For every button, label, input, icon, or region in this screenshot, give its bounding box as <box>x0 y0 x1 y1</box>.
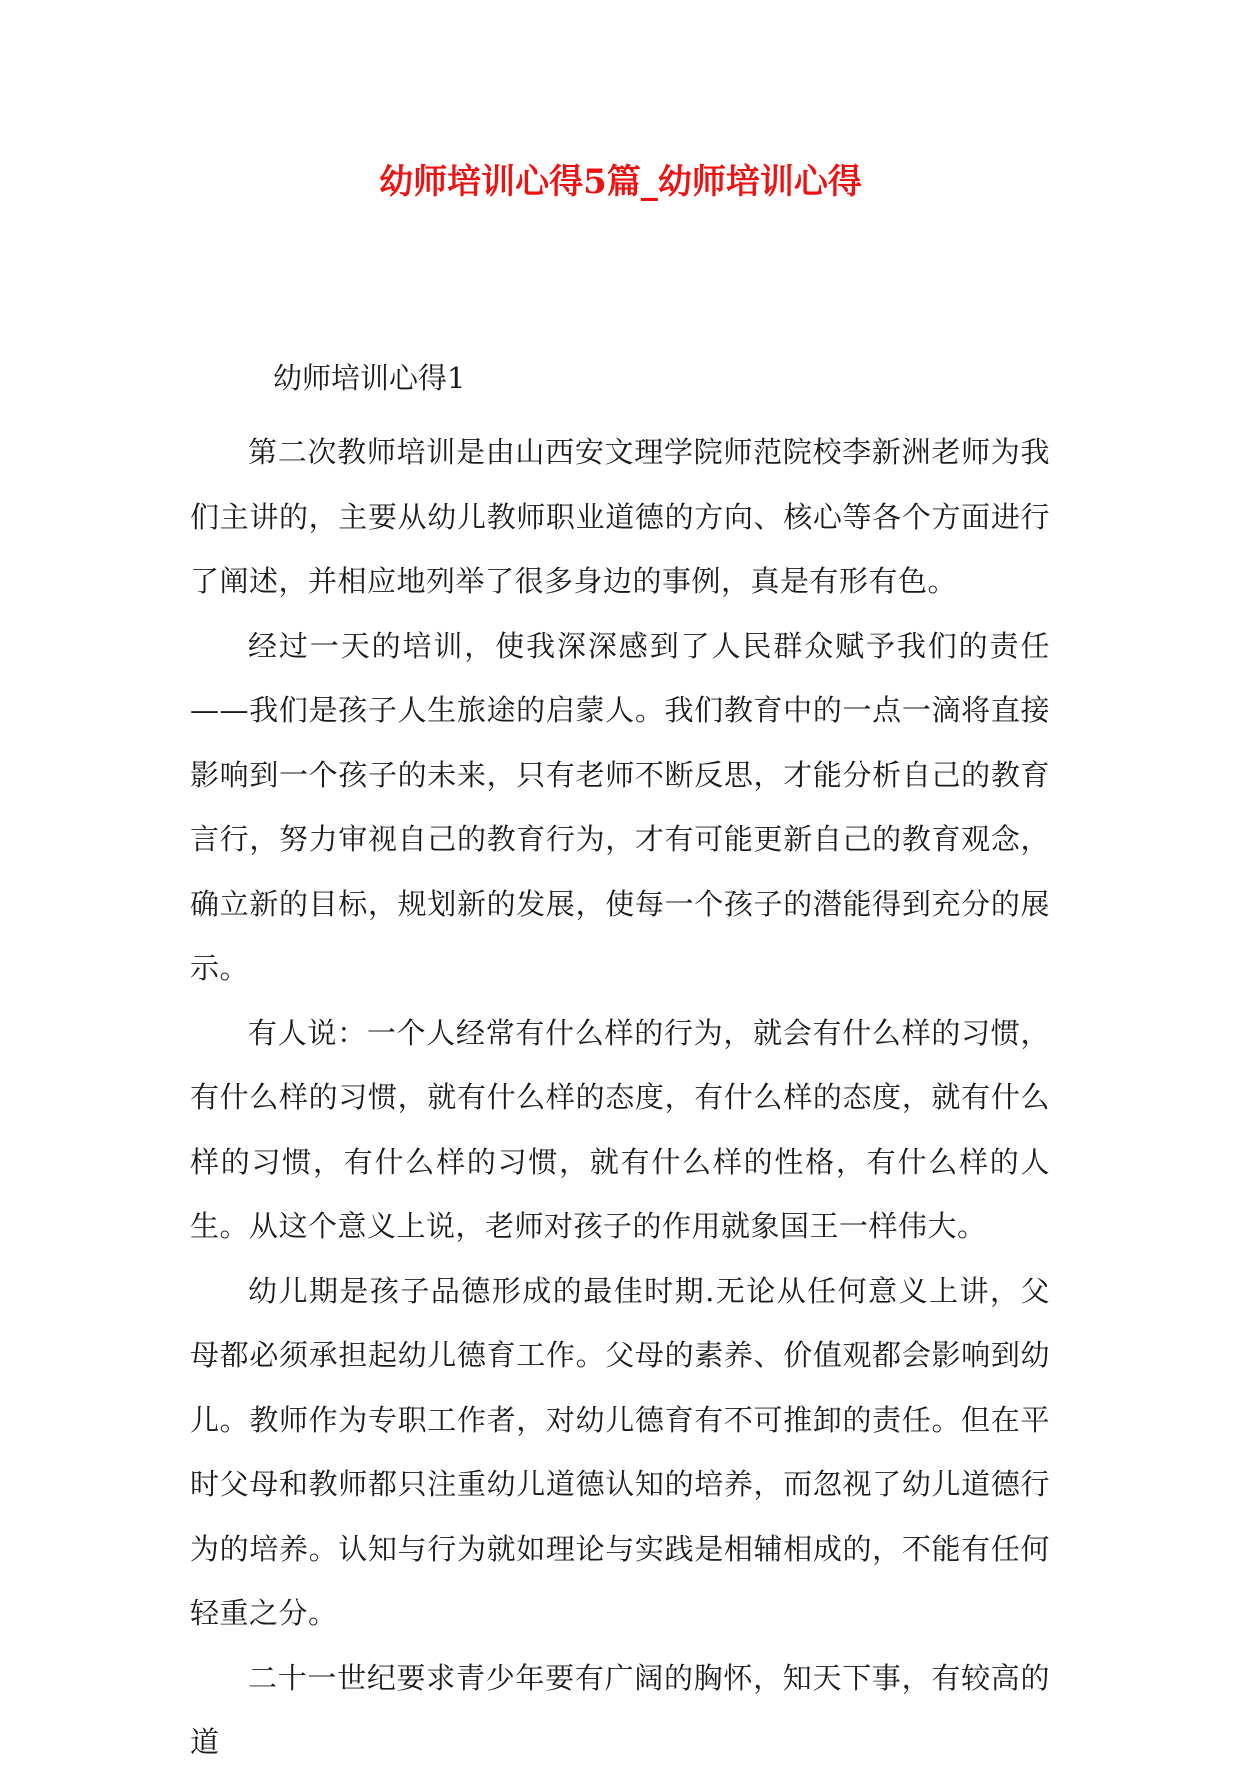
paragraph-1: 第二次教师培训是由山西安文理学院师范院校李新洲老师为我们主讲的，主要从幼儿教师职业道德的方向、核心等各个方面进行了阐述，并相应地列举了很多身边的事例，真是有形有色。 <box>190 435 1050 598</box>
paragraph-2: 经过一天的培训，使我深深感到了人民群众赋予我们的责任——我们是孩子人生旅途的启蒙人。我们教育中的一点一滴将直接影响到一个孩子的未来，只有老师不断反思，才能分析自己的教育言行，努力审视自己的教育行为，才有可能更新自己的教育观念，确立新的目标，规划新的发展，使每一个孩子的潜能得到充分的展示。 <box>190 628 1050 985</box>
paragraph-5: 二十一世纪要求青少年要有广阔的胸怀，知天下事，有较高的道 <box>190 1660 1050 1759</box>
document-body <box>190 420 1050 1775</box>
paragraph-4: 幼儿期是孩子品德形成的最佳时期.无论从任何意义上讲，父母都必须承担起幼儿德育工作。父母的素养、价值观都会影响到幼儿。教师作为专职工作者，对幼儿德育有不可推卸的责任。但在平时父母和教师都只注重幼儿道德认知的培养，而忽视了幼儿道德行为的培养。认知与行为就如理论与实践是相辅相成的，不能有任何轻重之分。 <box>190 1273 1050 1630</box>
section-heading: 幼师培训心得1 <box>273 361 466 395</box>
paragraph-3: 有人说：一个人经常有什么样的行为，就会有什么样的习惯，有什么样的习惯，就有什么样的态度，有什么样的态度，就有什么样的习惯，有什么样的习惯，就有什么样的性格，有什么样的人生。从这个意义上说，老师对孩子的作用就象国王一样伟大。 <box>190 1015 1050 1243</box>
document-title: 幼师培训心得5篇_幼师培训心得 <box>379 162 862 202</box>
